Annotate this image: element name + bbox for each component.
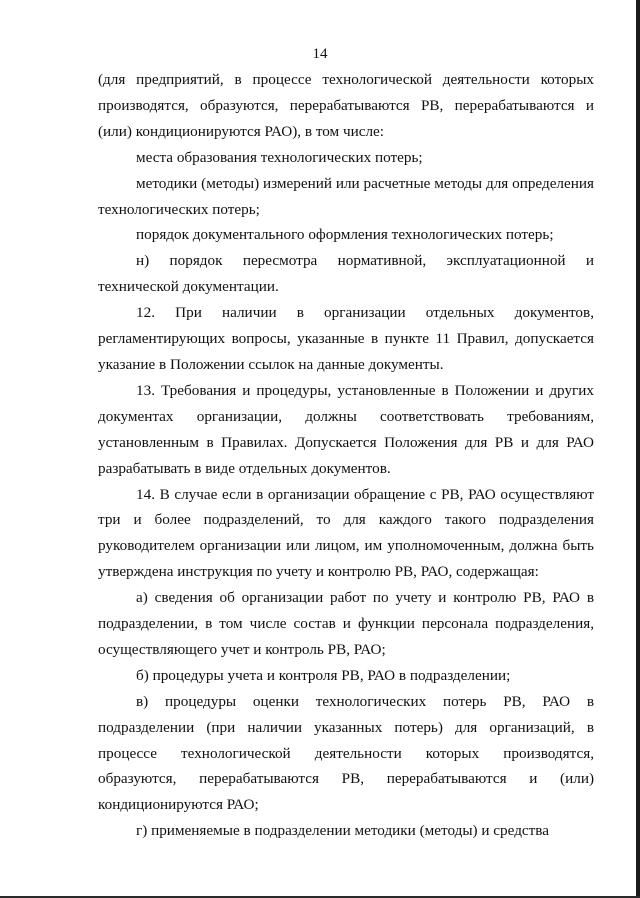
page-number: 14 <box>312 46 328 62</box>
paragraph-item-g: г) применяемые в подразделении методики (методы) и средства <box>136 822 550 840</box>
paragraph-loss-documentation: порядок документального оформления технологических потерь; <box>136 226 554 244</box>
document-body <box>98 67 594 844</box>
scan-edge-right <box>636 0 640 898</box>
paragraph-item-n: н) порядок пересмотра нормативной, эксплуатационной и технической документации. <box>98 252 594 296</box>
paragraph-clause-12: 12. При наличии в организации отдельных документов, регламентирующих вопросы, указанные в пункте 11 Правил, допускается указание в Положении ссылок на данные документы. <box>98 304 594 373</box>
paragraph-loss-locations: места образования технологических потерь; <box>136 148 423 166</box>
paragraph-item-b: б) процедуры учета и контроля РВ, РАО в подразделении; <box>136 666 511 684</box>
paragraph-loss-methods: методики (методы) измерений или расчетные методы для определения технологических потерь; <box>98 174 594 218</box>
paragraph-continuation: (для предприятий, в процессе технологической деятельности которых производятся, образуются, перерабатываются РВ, перерабатываются и (или) кондиционируются РАО), в том числе: <box>98 71 594 140</box>
paragraph-clause-13: 13. Требования и процедуры, установленные в Положении и других документах организации, должны соответствовать требованиям, установленным в Правилах. Допускается Положения для РВ и для РАО разрабатывать в виде отдельных документов. <box>98 381 594 477</box>
paragraph-item-a: а) сведения об организации работ по учету и контролю РВ, РАО в подразделении, в том числе состав и функции персонала подразделения, осуществляющего учет и контроль РВ, РАО; <box>98 589 594 658</box>
paragraph-clause-14: 14. В случае если в организации обращение с РВ, РАО осуществляют три и более подразделений, то для каждого такого подразделения руководителем организации или лицом, им уполномоченным, должна быть утверждена инструкция по учету и контролю РВ, РАО, содержащая: <box>98 485 594 581</box>
paragraph-item-v: в) процедуры оценки технологических потерь РВ, РАО в подразделении (при наличии указанных потерь) для организаций, в процессе технологической деятельности которых производятся, образуются, перерабатываются РВ, перерабатываются и (или) кондиционируются РАО; <box>98 692 594 814</box>
